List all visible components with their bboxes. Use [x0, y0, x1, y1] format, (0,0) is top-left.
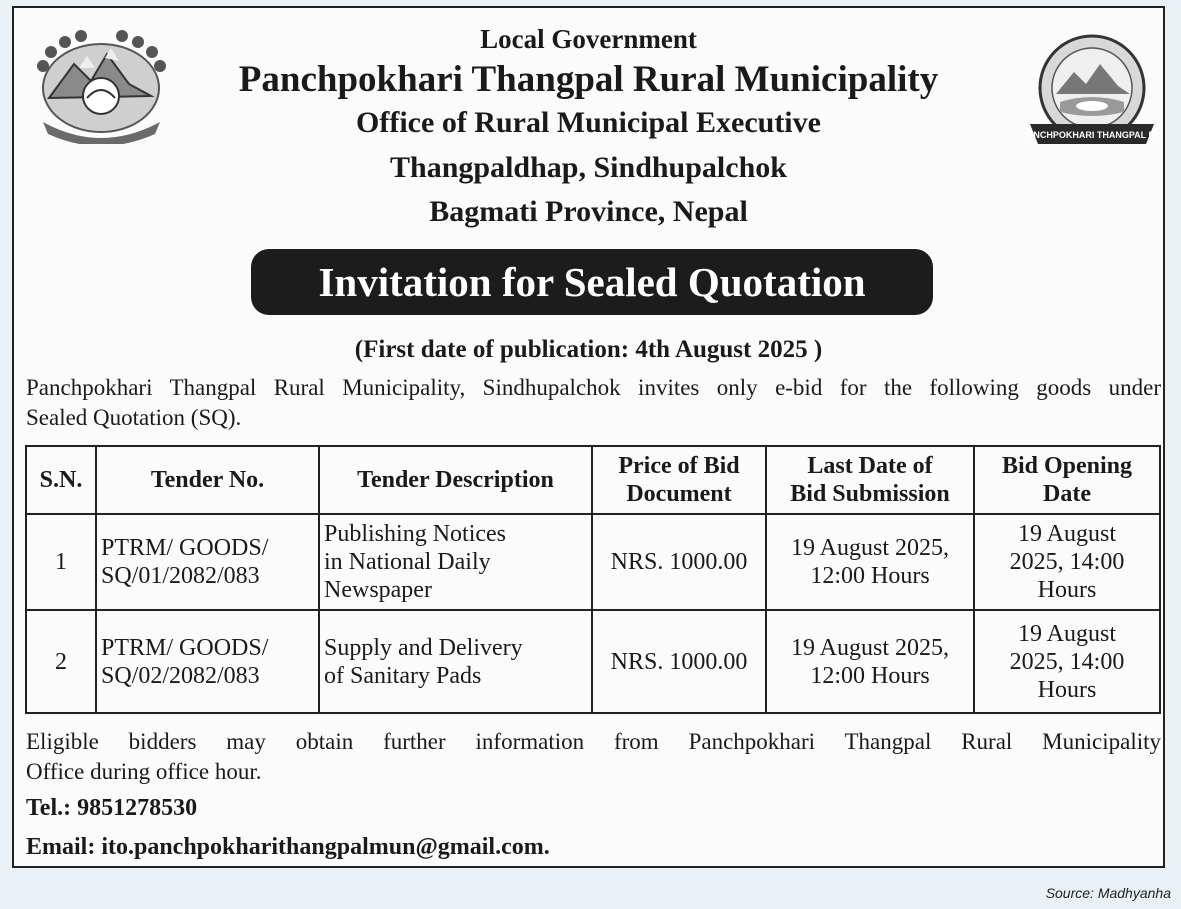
cell-last-date	[766, 514, 974, 610]
office-name: Office of Rural Municipal Executive	[356, 106, 821, 139]
table-header-row	[26, 446, 1160, 514]
cell-description	[319, 610, 592, 713]
notice-title: Invitation for Sealed Quotation	[251, 249, 933, 315]
col-header-last-line-1: Last Date of	[807, 453, 933, 479]
office-address: Thangpaldhap, Sindhupalchok	[390, 151, 787, 184]
cell-tender-line-2: SQ/01/2082/083	[101, 563, 260, 589]
seal-text: PANCHPOKHARI THANGPAL RM	[1026, 130, 1158, 140]
cell-price: NRS. 1000.00	[592, 514, 766, 610]
contact-email: Email: ito.panchpokharithangpalmun@gmail.com.	[26, 834, 550, 860]
cell-last-date	[766, 610, 974, 713]
col-header-description: Tender Description	[319, 446, 592, 514]
cell-desc-line-1: Supply and Delivery	[324, 634, 523, 661]
cell-tender-line-1: PTRM/ GOODS/	[101, 634, 269, 661]
cell-tender-line-2: SQ/02/2082/083	[101, 662, 260, 689]
col-header-opening-date	[974, 446, 1160, 514]
tender-table	[25, 445, 1161, 714]
cell-last-line-2: 12:00 Hours	[810, 662, 930, 689]
publication-date: (First date of publication: 4th August 2025 )	[354, 336, 823, 363]
contact-telephone: Tel.: 9851278530	[26, 795, 198, 821]
col-header-tender-no: Tender No.	[96, 446, 319, 514]
col-header-opening-line-2: Date	[1043, 481, 1091, 507]
cell-desc-line-2: in National Daily	[324, 549, 491, 575]
cell-desc-line-1: Publishing Notices	[324, 521, 507, 547]
table-row	[26, 610, 1160, 713]
cell-open-line-2: 2025, 14:00	[1009, 549, 1125, 575]
col-header-opening-line-1: Bid Opening	[1001, 453, 1133, 479]
source-credit: Source: Madhyanha	[1045, 885, 1171, 901]
cell-tender-no	[96, 610, 319, 713]
col-header-price-line-1: Price of Bid	[618, 453, 740, 479]
intro-line-1: Panchpokhari Thangpal Rural Municipality, Sindhupalchok invites only e-bid for the following goods under	[26, 375, 1161, 400]
cell-last-line-2: 12:00 Hours	[810, 563, 930, 589]
col-header-price	[592, 446, 766, 514]
cell-price: NRS. 1000.00	[592, 610, 766, 713]
cell-sn: 2	[26, 610, 96, 713]
municipality-name: Panchpokhari Thangpal Rural Municipality	[238, 59, 939, 100]
cell-last-line-1: 19 August 2025,	[790, 535, 949, 561]
notice-document	[12, 6, 1165, 868]
cell-open-line-3: Hours	[1037, 676, 1097, 703]
province-name: Bagmati Province, Nepal	[429, 195, 748, 228]
col-header-last-line-2: Bid Submission	[790, 481, 950, 507]
cell-description	[319, 514, 592, 610]
cell-last-line-1: 19 August 2025,	[790, 634, 949, 661]
col-header-price-line-2: Document	[626, 481, 732, 507]
col-header-last-date	[766, 446, 974, 514]
cell-opening-date	[974, 610, 1160, 713]
cell-open-line-3: Hours	[1037, 577, 1097, 603]
col-header-sn: S.N.	[26, 446, 96, 514]
cell-desc-line-3: Newspaper	[324, 577, 432, 603]
cell-open-line-1: 19 August	[1017, 620, 1116, 647]
cell-desc-line-2: of Sanitary Pads	[324, 662, 482, 689]
intro-paragraph	[26, 373, 1161, 433]
footer-line-2: Office during office hour.	[26, 759, 262, 784]
cell-tender-no	[96, 514, 319, 610]
cell-tender-line-1: PTRM/ GOODS/	[101, 535, 269, 561]
intro-line-2: Sealed Quotation (SQ).	[26, 405, 242, 430]
table-row	[26, 514, 1160, 610]
cell-opening-date	[974, 514, 1160, 610]
cell-sn: 1	[26, 514, 96, 610]
footer-line-1: Eligible bidders may obtain further information from Panchpokhari Thangpal Rural Municipality	[26, 729, 1161, 754]
cell-open-line-1: 19 August	[1017, 521, 1116, 547]
cell-open-line-2: 2025, 14:00	[1009, 648, 1125, 675]
footer-paragraph	[26, 727, 1161, 787]
local-government-label: Local Government	[480, 24, 697, 54]
